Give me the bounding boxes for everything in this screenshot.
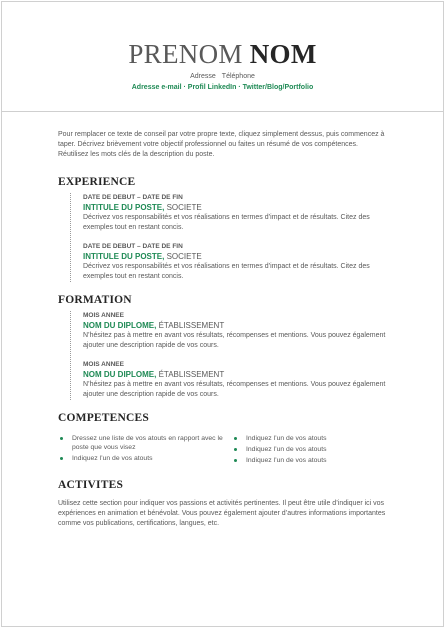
skills-column-right (232, 434, 382, 467)
experience-entries (70, 193, 387, 282)
company-name[interactable]: SOCIETE (166, 203, 202, 212)
skill-text[interactable]: Dressez une liste de vos atouts en rapport avec le poste que vous visez (72, 435, 223, 451)
entry-description[interactable]: Décrivez vos responsabilités et vos réalisations en termes d’impact et de résultats. Citez des exemples tout en restant concis. (83, 263, 370, 280)
education-entry (83, 360, 387, 400)
skill-item[interactable] (58, 434, 232, 452)
experience-heading[interactable]: EXPERIENCE (58, 176, 136, 188)
bullet-icon (234, 448, 237, 451)
activities-text[interactable]: Utilisez cette section pour indiquer vos passions et activités pertinentes. Il peut être utile d’indiquer ici vos expériences en animation et bénévolat. Vous pouvez également ajouter d’autres informations importantes comme vos publications, certifications, langues, etc. (58, 500, 386, 527)
last-name[interactable]: NOM (249, 39, 317, 69)
bullet-icon (60, 457, 63, 460)
bullet-icon (234, 437, 237, 440)
entry-date[interactable]: DATE DE DEBUT – DATE DE FIN (83, 194, 183, 201)
skill-text[interactable]: Indiquez l’un de vos atouts (246, 457, 327, 464)
entry-description[interactable]: Décrivez vos responsabilités et vos réalisations en termes d’impact et de résultats. Citez des exemples tout en restant concis. (83, 214, 370, 231)
education-heading[interactable]: FORMATION (58, 294, 132, 306)
education-entry (83, 311, 387, 351)
skill-item[interactable] (232, 456, 382, 465)
resume-body (2, 112, 443, 529)
bullet-icon (60, 437, 63, 440)
experience-entry (83, 242, 387, 282)
skill-item[interactable] (58, 454, 232, 463)
entry-date[interactable]: MOIS ANNEE (83, 361, 124, 368)
first-name[interactable]: PRENOM (128, 39, 243, 69)
links-line[interactable]: Adresse e-mail · Profil LinkedIn · Twitter/Blog/Portfolio (131, 84, 314, 91)
skills-list (58, 434, 387, 467)
degree-name[interactable]: NOM DU DIPLOME, (83, 370, 157, 379)
entry-description[interactable]: N’hésitez pas à mettre en avant vos résultats, récompenses et mentions. Vous pouvez également ajouter une description rapide de vos cours. (83, 381, 386, 398)
resume-page (1, 1, 444, 627)
entry-title (83, 320, 387, 331)
address-field[interactable]: Adresse (190, 73, 216, 80)
entry-date[interactable]: DATE DE DEBUT – DATE DE FIN (83, 243, 183, 250)
entry-title (83, 202, 387, 213)
phone-field[interactable]: Téléphone (221, 73, 255, 80)
experience-entry (83, 193, 387, 233)
skill-text[interactable]: Indiquez l’un de vos atouts (246, 446, 327, 453)
objective-text[interactable]: Pour remplacer ce texte de conseil par votre propre texte, cliquez simplement dessus, puis commencez à taper. Décrivez brièvement votre objectif professionnel ou faites un résumé de vos compétences. Réutilisez les mots clés de la description du poste. (58, 131, 385, 158)
school-name[interactable]: ÉTABLISSEMENT (158, 321, 225, 330)
activities-heading[interactable]: ACTIVITES (58, 479, 124, 491)
entry-title (83, 251, 387, 262)
skill-item[interactable] (232, 445, 382, 454)
degree-name[interactable]: NOM DU DIPLOME, (83, 321, 157, 330)
entry-description[interactable]: N’hésitez pas à mettre en avant vos résultats, récompenses et mentions. Vous pouvez également ajouter une description rapide de vos cours. (83, 332, 386, 349)
job-title[interactable]: INTITULE DU POSTE, (83, 203, 165, 212)
bullet-icon (234, 459, 237, 462)
company-name[interactable]: SOCIETE (166, 252, 202, 261)
job-title[interactable]: INTITULE DU POSTE, (83, 252, 165, 261)
skills-column-left (58, 434, 232, 467)
skill-text[interactable]: Indiquez l’un de vos atouts (246, 435, 327, 442)
entry-title (83, 369, 387, 380)
skill-text[interactable]: Indiquez l’un de vos atouts (72, 455, 153, 462)
skills-heading[interactable]: COMPETENCES (58, 412, 150, 424)
full-name[interactable] (2, 40, 443, 68)
skill-item[interactable] (232, 434, 382, 443)
resume-header (2, 2, 443, 112)
education-entries (70, 311, 387, 400)
contact-line (2, 72, 443, 81)
school-name[interactable]: ÉTABLISSEMENT (158, 370, 225, 379)
entry-date[interactable]: MOIS ANNEE (83, 312, 124, 319)
